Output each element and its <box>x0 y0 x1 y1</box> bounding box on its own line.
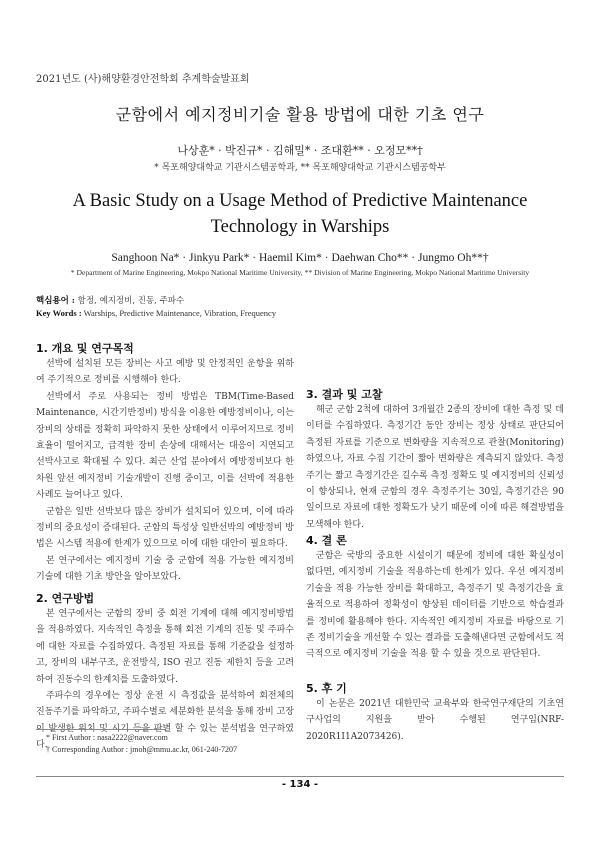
korean-keywords <box>36 294 576 306</box>
section-body-ack <box>306 696 564 745</box>
english-keywords-text: Warships, Predictive Maintenance, Vibration, Frequency <box>83 308 277 318</box>
page-number-wrap <box>0 772 600 791</box>
english-keywords <box>36 308 576 318</box>
footnote-first-author: * First Author : nasa2222@naver.com <box>46 733 168 742</box>
section-heading-method: 2. 연구방법 <box>36 592 95 605</box>
footnote-corresponding-author: † Corresponding Author : jmoh@mmu.ac.kr, 061-240-7207 <box>46 745 238 754</box>
intro-paragraph: 선박에 설치된 모든 장비는 사고 예방 및 안정적인 운항을 위하여 주기적으로 정비를 시행해야 한다. <box>36 359 294 386</box>
section-body-intro <box>36 356 294 586</box>
method-paragraph: 본 연구에서는 군함의 장비 중 회전 기계에 대해 예지정비방법을 적용하였다. 지속적인 측정을 통해 회전 기계의 진동 및 주파수에 대한 자료를 수집하였다. 측정된 자료를 통해 기준값을 설정하고, 장비의 내부구조, 운전방식, ISO 권고 진동 제한치 등을 고려하여 진동수의 한계치를 도출하였다. <box>36 609 294 685</box>
korean-authors: 나상훈* · 박진규* · 김해밀* · 조대환** · 오정모**† <box>177 144 423 157</box>
ack-paragraph: 이 논문은 2021년 대한민국 교육부와 한국연구재단의 기초연구사업의 지원을 받아 수행된 연구임(NRF-2020R1I1A2073426). <box>306 699 564 742</box>
english-authors: Sanghoon Na* · Jinkyu Park* · Haemil Kim* · Daehwan Cho** · Jungmo Oh**† <box>111 252 489 264</box>
footnote-divider <box>36 729 166 730</box>
section-heading-ack: 5. 후 기 <box>306 682 347 695</box>
section-body-results <box>306 402 564 533</box>
section-heading-conclusion: 4. 결 론 <box>306 534 347 547</box>
page-number: - 134 - <box>276 779 324 790</box>
section-heading-results: 3. 결과 및 고찰 <box>306 388 383 401</box>
method-paragraph: 주파수의 경우에는 정상 운전 시 측정값을 분석하여 회전체의 진동주기를 파악하고, 주파수별로 세분화한 분석을 통해 장비 고장이 발생한 위치 및 시기 등을 판별 할 수 있는 분석법을 연구하였다. <box>36 691 294 751</box>
korean-keywords-text: 함정, 예지정비, 진동, 주파수 <box>77 296 185 306</box>
intro-paragraph: 군함은 일반 선박보다 많은 장비가 설치되어 있으며, 이에 따라 정비의 중요성이 증대된다. 군함의 특성상 일반선박의 예방정비 방법은 시스템 적용에 한계가 있으므로 이에 대한 대안이 필요하다. <box>36 506 294 550</box>
korean-title: 군함에서 예지정비기술 활용 방법에 대한 기초 연구 <box>115 105 485 124</box>
intro-paragraph: 선박에서 주로 사용되는 정비 방법은 TBM(Time-Based Maintenance, 시간기반정비) 방식을 이용한 예방정비이나, 이는 장비의 상태를 정확히 파악하지 못한 상태에서 이루어지므로 정비효율이 떨어지고, 급격한 장비 손상에 대해서는 대응이 지연되고 선박사고로 확대될 수 있다. 최근 산업 분야에서 예방정비보다 한 차원 앞선 예지정비 기술개발이 진행 중이고, 이를 선박에 적용한 사례도 늘어나고 있다. <box>36 391 294 501</box>
results-paragraph: 해군 군함 2척에 대하여 3개월간 2종의 장비에 대한 측정 및 데이터를 수집하였다. 측정기간 동안 장비는 정상 상태로 판단되어 측정된 자료를 기준으로 변화량을 지속적으로 관찰(Monitoring) 하였으나, 자료 수집 기간이 짧아 변화량은 계측되지 않았다. 측정주기는 짧고 측정기간은 길수록 측정 정확도 및 예지정비의 신뢰성이 향상되나, 현재 군함의 경우 측정주기는 30일, 측정기간은 90일이므로 자료에 대한 정확도가 낮기 때문에 이에 따른 해결방법을 모색해야 한다. <box>306 405 564 530</box>
section-body-conclusion <box>306 548 564 663</box>
english-affiliations: * Department of Marine Engineering, Mokpo National Maritime University, ** Division of Marine Engineering, Mokpo National Maritime University <box>70 268 530 277</box>
korean-keywords-label: 핵심용어 : <box>36 296 75 306</box>
english-keywords-label: Key Words : <box>36 308 82 318</box>
conclusion-paragraph: 군함은 국방의 중요한 시설이기 때문에 정비에 대한 확실성이 없다면, 예지정비 기술을 적용하는데 한계가 있다. 우선 예지정비 기술을 적용 가능한 장비를 확대하고, 측정주기 및 측정기간을 효율적으로 적용하여 정확성이 향상된 데이터를 기반으로 학습결과를 정비에 활용해야 한다. 지속적인 예지정비 자료를 바탕으로 기존 정비기술을 개선할 수 있는 결과를 도출해낸다면 군함에서도 적극적으로 예지정비 기술을 적용 할 수 있을 것으로 판단된다. <box>306 551 564 660</box>
english-title: A Basic Study on a Usage Method of Predictive Maintenance Technology in Warships <box>72 191 528 237</box>
conference-header: 2021년도 (사)해양환경안전학회 추계학술발표회 <box>36 74 250 85</box>
intro-paragraph: 본 연구에서는 예지정비 기술 중 군함에 적용 가능한 예지정비 기술에 대한 기초 방안을 알아보았다. <box>36 555 294 583</box>
section-heading-intro: 1. 개요 및 연구목적 <box>36 342 134 355</box>
korean-affiliations: * 목포해양대학교 기관시스템공학과, ** 목포해양대학교 기관시스템공학부 <box>154 163 446 173</box>
